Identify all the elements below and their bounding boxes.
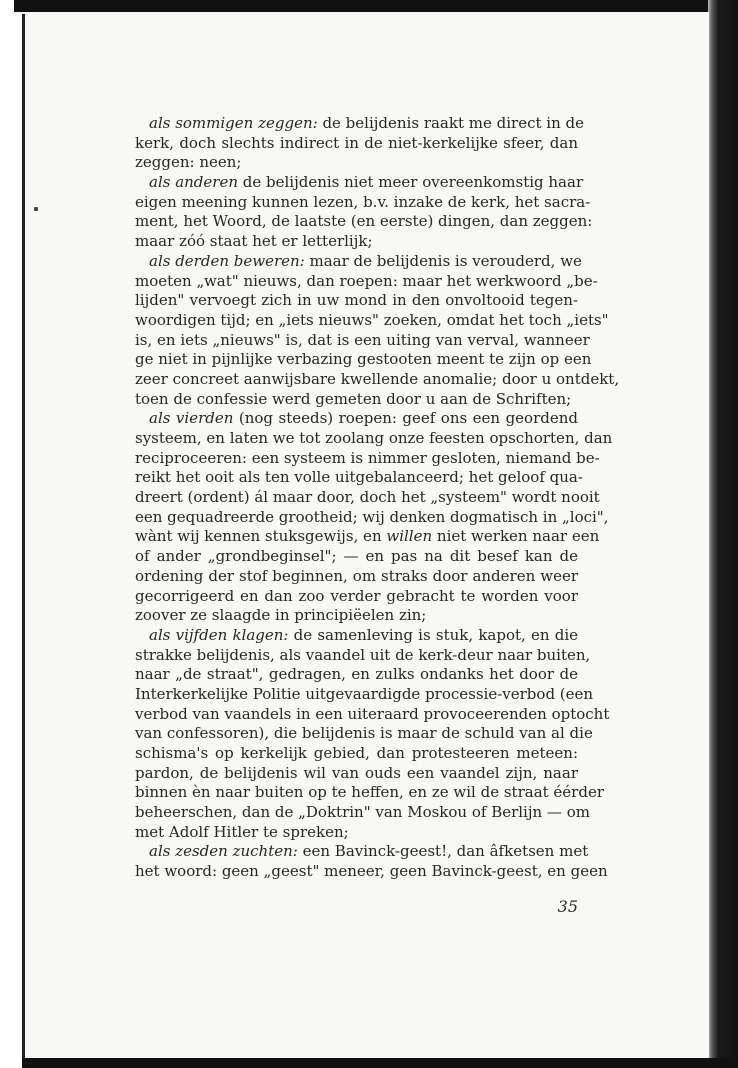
text-line bbox=[135, 409, 578, 429]
text-run: schisma's op kerkelijk gebied, dan protesteeren meteen: bbox=[135, 744, 578, 762]
text-run: reikt het ooit als ten volle uitgebalanceerd; het geloof qua- bbox=[135, 468, 583, 487]
text-run: maar zóó staat het er letterlijk; bbox=[135, 232, 373, 251]
text-line bbox=[135, 330, 590, 351]
text-run: ment, het Woord, de laatste (en eerste) dingen, dan zeggen: bbox=[135, 212, 593, 231]
text-run: ge niet in pijnlijke verbazing gestooten meent te zijn op een bbox=[135, 350, 592, 369]
text-run: zoover ze slaagde in principiëelen zin; bbox=[135, 606, 427, 625]
body-text bbox=[135, 114, 620, 882]
text-run: binnen èn naar buiten op te heffen, en ze wil de straat éérder bbox=[135, 783, 605, 802]
text-run: ordening der stof beginnen, om straks door anderen weer bbox=[135, 566, 578, 585]
italic-text: willen bbox=[386, 527, 433, 546]
text-run: van confessoren), die belijdenis is maar de schuld van al die bbox=[135, 724, 593, 743]
text-line bbox=[135, 665, 578, 685]
text-line bbox=[135, 764, 578, 784]
text-run: maar de belijdenis is verouderd, we bbox=[304, 251, 582, 270]
text-run: een Bavinck-geest!, dan âfketsen met bbox=[297, 842, 589, 861]
text-line bbox=[135, 626, 578, 646]
text-run: of ander „grondbeginsel"; — en pas na dit besef kan de bbox=[135, 547, 578, 566]
text-line bbox=[135, 606, 578, 626]
text-line bbox=[135, 134, 578, 154]
text-line bbox=[135, 823, 578, 843]
text-run: toen de confessie werd gemeten door u aan de Schriften; bbox=[135, 389, 572, 408]
text-line bbox=[135, 704, 610, 725]
text-run: kerk, doch slechts indirect in de niet-kerkelijke sfeer, dan bbox=[135, 133, 578, 152]
text-run: niet werken naar een bbox=[432, 527, 600, 546]
text-line bbox=[135, 350, 592, 370]
text-line bbox=[135, 251, 582, 272]
text-line bbox=[135, 448, 600, 469]
text-run: zeer concreet aanwijsbare kwellende anomalie; door u ontdekt, bbox=[135, 369, 620, 388]
text-line bbox=[135, 724, 593, 744]
text-line bbox=[135, 192, 591, 213]
text-run: dreert (ordent) ál maar door, doch het „systeem" wordt nooit bbox=[135, 488, 600, 507]
text-line bbox=[135, 468, 583, 488]
text-run: is, en iets „nieuws" is, dat is een uiting van verval, wanneer bbox=[135, 330, 590, 349]
text-run: het woord: geen „geest" meneer, geen Bavinck-geest, en geen bbox=[135, 862, 608, 881]
text-run: beheerschen, dan de „Doktrin" van Moskou of Berlijn — om bbox=[135, 803, 590, 822]
text-run: de samenleving is stuk, kapot, en die bbox=[288, 625, 578, 644]
text-line bbox=[135, 744, 578, 764]
text-line bbox=[135, 232, 578, 252]
text-line bbox=[135, 369, 620, 390]
text-run: (nog steeds) roepen: geef ons een geordend bbox=[233, 409, 578, 428]
text-run: Interkerkelijke Politie uitgevaardigde processie-verbod (een bbox=[135, 684, 594, 703]
text-run: wànt wij kennen stuksgewijs, en bbox=[135, 527, 387, 546]
text-run: met Adolf Hitler te spreken; bbox=[135, 822, 349, 841]
text-line bbox=[135, 783, 605, 803]
margin-mark bbox=[34, 207, 38, 211]
text-run: moeten „wat" nieuws, dan roepen: maar het werkwoord „be- bbox=[135, 271, 598, 290]
scan-edge-right bbox=[708, 0, 738, 1068]
text-line bbox=[135, 567, 578, 587]
text-line bbox=[135, 212, 593, 232]
text-line bbox=[135, 429, 613, 449]
text-run: eigen meening kunnen lezen, b.v. inzake de kerk, het sacra- bbox=[135, 192, 591, 211]
text-line bbox=[135, 488, 600, 508]
scan-edge-top bbox=[14, 0, 738, 12]
text-run: woordigen tijd; en „iets nieuws" zoeken, omdat het toch „iets" bbox=[135, 310, 609, 329]
italic-text: als vierden bbox=[149, 409, 234, 428]
text-line bbox=[135, 310, 609, 331]
text-line bbox=[135, 862, 608, 882]
italic-text: als sommigen zeggen: bbox=[149, 114, 318, 132]
text-line bbox=[135, 527, 600, 547]
text-run: lijden" vervoegt zich in uw mond in den onvoltooid tegen- bbox=[135, 291, 578, 310]
text-line bbox=[135, 114, 584, 134]
text-line bbox=[135, 547, 578, 567]
text-line bbox=[135, 587, 578, 607]
text-run: verbod van vaandels in een uiteraard provoceerenden optocht bbox=[135, 704, 610, 723]
text-run: strakke belijdenis, als vaandel uit de kerk-deur naar buiten, bbox=[135, 645, 591, 664]
italic-text: als derden beweren: bbox=[149, 251, 305, 270]
page-number: 35 bbox=[557, 897, 578, 916]
text-run: pardon, de belijdenis wil van ouds een vaandel zijn, naar bbox=[135, 763, 578, 782]
scan-edge-bottom bbox=[22, 1058, 738, 1068]
text-line bbox=[135, 153, 578, 173]
text-run: reciproceeren: een systeem is nimmer gesloten, niemand be- bbox=[135, 448, 600, 467]
text-run: de belijdenis raakt me direct in de bbox=[317, 114, 584, 132]
text-run: naar „de straat", gedragen, en zulks ondanks het door de bbox=[135, 665, 578, 684]
italic-text: als vijfden klagen: bbox=[149, 625, 289, 644]
text-line bbox=[135, 507, 609, 528]
italic-text: als anderen bbox=[149, 173, 238, 192]
text-run: de belijdenis niet meer overeenkomstig haar bbox=[238, 173, 584, 192]
text-line bbox=[135, 684, 594, 705]
text-line bbox=[135, 645, 591, 666]
text-line bbox=[135, 842, 589, 862]
text-run: gecorrigeerd en dan zoo verder gebracht te worden voor bbox=[135, 586, 578, 605]
text-line bbox=[135, 803, 590, 823]
text-line bbox=[135, 291, 578, 311]
text-line bbox=[135, 271, 598, 292]
text-line bbox=[135, 173, 584, 193]
text-run: systeem, en laten we tot zoolang onze feesten opschorten, dan bbox=[135, 429, 613, 447]
text-run: zeggen: neen; bbox=[135, 153, 242, 172]
text-line bbox=[135, 390, 578, 410]
text-run: een gequadreerde grootheid; wij denken dogmatisch in „loci", bbox=[135, 507, 609, 526]
italic-text: als zesden zuchten: bbox=[149, 842, 298, 861]
